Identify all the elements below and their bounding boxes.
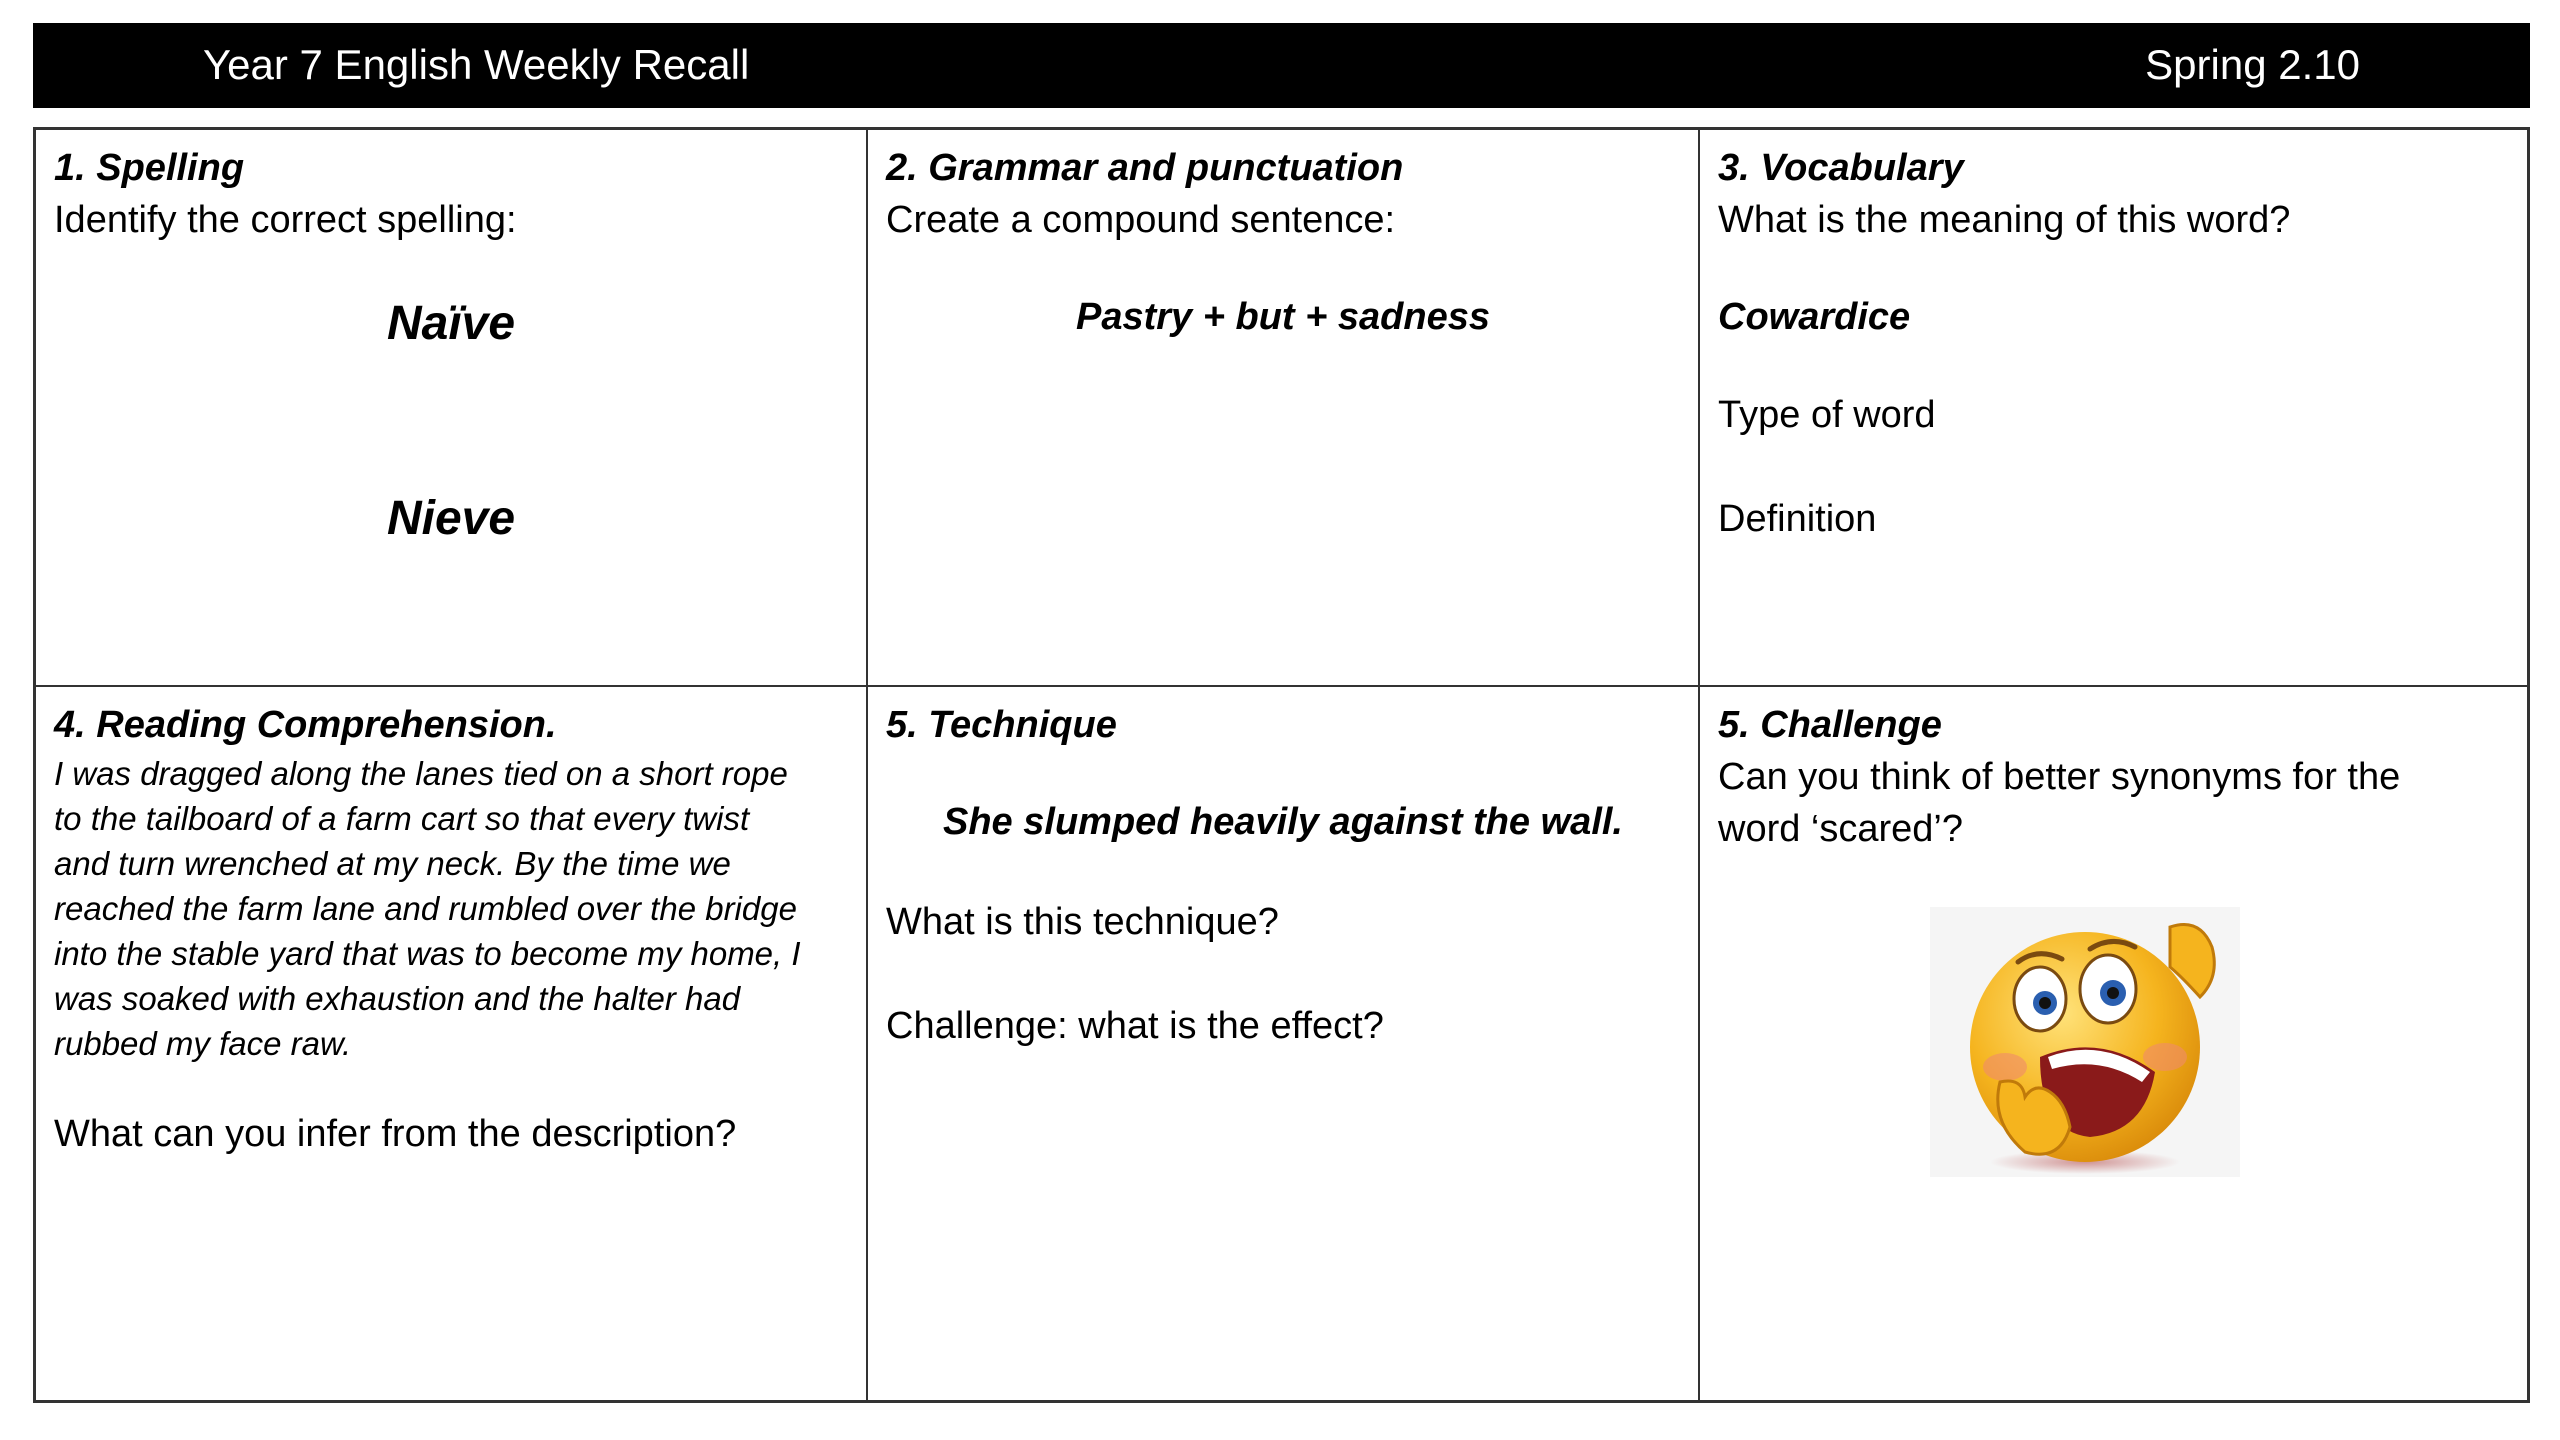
challenge-heading: 5. Challenge [1718, 704, 1942, 746]
vocabulary-question: What is the meaning of this word? [1718, 199, 2291, 241]
passage-line: rubbed my face raw. [54, 1025, 352, 1062]
technique-heading: 5. Technique [886, 704, 1117, 746]
technique-question: What is this technique? [886, 901, 1279, 943]
grammar-prompt: Pastry + but + sadness [1076, 296, 1490, 338]
grammar-heading: 2. Grammar and punctuation [886, 147, 1404, 189]
vocabulary-word: Cowardice [1718, 296, 1911, 338]
week-code: Spring 2.10 [2145, 41, 2360, 88]
page-title: Year 7 English Weekly Recall [203, 41, 750, 88]
challenge-question-line1: Can you think of better synonyms for the [1718, 756, 2401, 798]
technique-sentence: She slumped heavily against the wall. [943, 801, 1623, 843]
header-bar [33, 23, 2530, 108]
reading-cell [36, 687, 868, 1400]
vocabulary-cell [1700, 130, 2527, 687]
passage-line: reached the farm lane and rumbled over the bridge [54, 890, 797, 927]
passage-line: into the stable yard that was to become my home, I [54, 935, 801, 972]
technique-cell [868, 687, 1700, 1400]
scared-face-icon [1930, 907, 2240, 1177]
challenge-question-line2: word ‘scared’? [1718, 808, 1963, 850]
reading-heading: 4. Reading Comprehension. [54, 704, 557, 746]
challenge-cell [1700, 687, 2527, 1400]
vocabulary-type-label: Type of word [1718, 394, 1936, 436]
vocabulary-heading: 3. Vocabulary [1718, 147, 1964, 189]
passage-line: to the tailboard of a farm cart so that every twist [54, 800, 750, 837]
spelling-instruction: Identify the correct spelling: [54, 199, 517, 241]
passage-line: was soaked with exhaustion and the halter had [54, 980, 741, 1017]
spelling-option-a: Naïve [386, 297, 516, 350]
vocabulary-definition-label: Definition [1718, 498, 1877, 540]
grammar-instruction: Create a compound sentence: [886, 199, 1396, 241]
technique-challenge: Challenge: what is the effect? [886, 1005, 1384, 1047]
reading-passage [54, 751, 848, 1066]
spelling-option-b: Nieve [386, 492, 516, 545]
passage-line: and turn wrenched at my neck. By the time we [54, 845, 731, 882]
reading-question: What can you infer from the description? [54, 1113, 737, 1155]
spelling-cell [36, 130, 868, 687]
recall-grid [33, 127, 2530, 1403]
spelling-heading: 1. Spelling [54, 147, 245, 189]
passage-line: I was dragged along the lanes tied on a short rope [54, 755, 788, 792]
grammar-cell [868, 130, 1700, 687]
